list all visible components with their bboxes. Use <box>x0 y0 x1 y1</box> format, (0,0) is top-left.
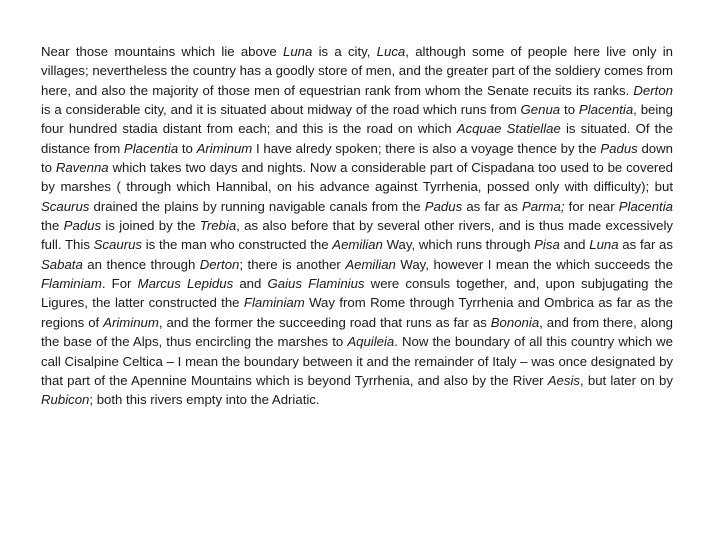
text-run: as far as <box>462 198 522 214</box>
italic-term: Scaurus <box>41 198 90 214</box>
text-run: which takes two days and nights. Now a considerable part of Cispadana too used to be covered by marshes ( through which Hannibal, on his advance against Tyrrhenia, possed only with difficulty); but <box>41 160 673 195</box>
text-run: for near <box>564 198 619 214</box>
italic-term: Aemilian <box>332 237 383 253</box>
italic-term: Acquae Statiellae <box>456 121 561 137</box>
text-run: Way, which runs through <box>382 237 535 253</box>
text-run: . For <box>101 276 138 292</box>
text-run: were consuls together, and, upon subjugating the Ligures, the latter constructed the <box>41 276 673 311</box>
text-run: is a considerable city, and it is situated about midway of the road which runs from <box>41 102 521 118</box>
text-run: , but later on by <box>580 372 673 388</box>
italic-term: Pisa <box>534 237 560 253</box>
italic-term: Flaminiam <box>243 295 305 311</box>
text-run: ; there is another <box>239 256 346 272</box>
italic-term: Trebia <box>199 218 237 234</box>
text-run: . Now the boundary of all this country which we call Cisalpine Celtica – I mean the boundary between it and the remainder of Italy – was once designated by that part of the Apennine Mountains which is beyond Tyrrhenia, and also by the River <box>41 334 673 388</box>
text-run: is joined by the <box>101 218 200 234</box>
italic-term: Padus <box>424 198 463 214</box>
text-run: and <box>559 237 590 253</box>
text-run: to <box>178 140 197 156</box>
italic-term: Luca <box>376 44 406 59</box>
text-run: , although some of people here live only in villages; nevertheless the country has a goodly store of men, and the greater part of the soldiery comes from here, and also the majority of those men of equestrian rank from whom the Senate recuits its ranks. <box>41 44 674 98</box>
italic-term: Gaius Flaminius <box>267 276 365 292</box>
italic-term: Luna <box>589 237 619 253</box>
text-run: is the man who constructed the <box>142 237 333 253</box>
body-paragraph <box>41 42 673 410</box>
text-run: drained the plains by running navigable canals from the <box>89 198 425 214</box>
italic-term: Parma; <box>522 198 565 214</box>
text-run: , as also before that by several other rivers, and is thus made excessively full. This <box>41 218 673 253</box>
text-run: and <box>233 276 268 292</box>
text-run: Way from Rome through Tyrrhenia and Ombrica as far as the regions of <box>41 295 674 330</box>
italic-term: Ariminum <box>103 314 159 330</box>
text-run: is situated. Of the distance from <box>41 121 673 156</box>
italic-term: Derton <box>633 82 673 98</box>
italic-term: Aesis <box>547 372 581 388</box>
text-run: Near those mountains which lie above <box>41 44 284 59</box>
text-run: an thence through <box>82 256 200 272</box>
italic-term: Placentia <box>123 140 179 156</box>
italic-term: Aquileia <box>347 334 395 350</box>
italic-term: Scaurus <box>93 237 143 253</box>
italic-term: Padus <box>63 218 102 234</box>
italic-term: Ravenna <box>55 160 109 176</box>
italic-term: Genua <box>520 102 561 118</box>
text-run: , and the former the succeeding road that runs as far as <box>158 314 491 330</box>
text-run: ; both this rivers empty into the Adriatic. <box>89 392 320 408</box>
italic-term: Aemilian <box>345 256 396 272</box>
italic-term: Placentia <box>578 102 634 118</box>
text-run: , and from there, along the base of the Alps, thus encircling the marshes to <box>41 314 674 350</box>
italic-term: Flaminiam <box>41 276 102 292</box>
text-run: Way, however I mean the which succeeds the <box>395 256 673 272</box>
text-run: down to <box>41 140 673 176</box>
text-run: I have alredy spoken; there is also a voyage thence by the <box>252 140 601 156</box>
italic-term: Luna <box>283 44 313 59</box>
text-run: the <box>41 218 64 234</box>
italic-term: Ariminum <box>196 140 253 156</box>
italic-term: Placentia <box>618 198 673 214</box>
text-run: as far as <box>618 237 673 253</box>
italic-term: Marcus Lepidus <box>137 276 234 292</box>
italic-term: Padus <box>600 140 638 156</box>
italic-term: Rubicon <box>41 392 90 408</box>
text-run: is a city, <box>312 44 377 59</box>
text-run: , being four hundred stadia distant from each; and this is the road on which <box>41 102 673 137</box>
italic-term: Sabata <box>41 256 83 272</box>
text-run: to <box>560 102 579 118</box>
italic-term: Derton <box>199 256 240 272</box>
italic-term: Bononia <box>490 314 540 330</box>
